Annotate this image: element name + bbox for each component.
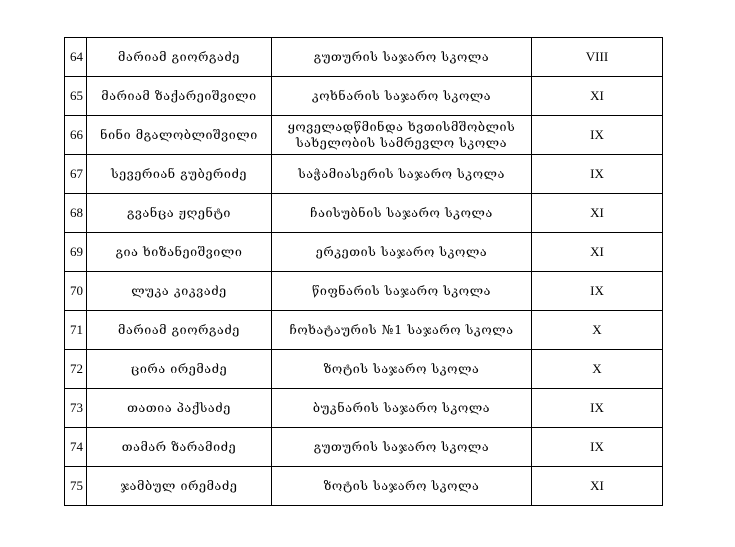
table-row bbox=[65, 155, 663, 194]
student-name: ცირა ირემაძე bbox=[87, 350, 272, 389]
grade-level: XI bbox=[532, 77, 663, 116]
school-name: ჩოხატაურის №1 საჯარო სკოლა bbox=[272, 311, 532, 350]
row-number: 67 bbox=[65, 155, 87, 194]
row-number: 65 bbox=[65, 77, 87, 116]
school-name: ზოტის საჯარო სკოლა bbox=[272, 350, 532, 389]
grade-level: IX bbox=[532, 272, 663, 311]
student-name: თამარ ზარამიძე bbox=[87, 428, 272, 467]
row-number: 73 bbox=[65, 389, 87, 428]
school-name: გუთურის საჯარო სკოლა bbox=[272, 38, 532, 77]
row-number: 71 bbox=[65, 311, 87, 350]
grade-level: X bbox=[532, 350, 663, 389]
school-name: ზოტის საჯარო სკოლა bbox=[272, 467, 532, 506]
school-name: ჩაისუბნის საჯარო სკოლა bbox=[272, 194, 532, 233]
grade-level: XI bbox=[532, 467, 663, 506]
table-row bbox=[65, 233, 663, 272]
row-number: 70 bbox=[65, 272, 87, 311]
student-name: გვანცა ჟღენტი bbox=[87, 194, 272, 233]
student-name: თათია პაქსაძე bbox=[87, 389, 272, 428]
table-row bbox=[65, 311, 663, 350]
grade-level: IX bbox=[532, 389, 663, 428]
grade-level: VIII bbox=[532, 38, 663, 77]
student-name: ლუკა კიკვაძე bbox=[87, 272, 272, 311]
student-name: ნინი მგალობლიშვილი bbox=[87, 116, 272, 155]
student-name: მარიამ ზაქარეიშვილი bbox=[87, 77, 272, 116]
school-name: საჭამიასერის საჯარო სკოლა bbox=[272, 155, 532, 194]
grade-level: X bbox=[532, 311, 663, 350]
table-row bbox=[65, 194, 663, 233]
student-name: მარიამ გიორგაძე bbox=[87, 38, 272, 77]
student-name: გია ხიზანეიშვილი bbox=[87, 233, 272, 272]
row-number: 74 bbox=[65, 428, 87, 467]
grade-level: IX bbox=[532, 116, 663, 155]
student-table bbox=[64, 37, 663, 506]
table-row bbox=[65, 350, 663, 389]
row-number: 66 bbox=[65, 116, 87, 155]
grade-level: IX bbox=[532, 428, 663, 467]
table-row bbox=[65, 38, 663, 77]
table-row bbox=[65, 116, 663, 155]
row-number: 69 bbox=[65, 233, 87, 272]
school-name: ყოველადწმინდა ხვთისმშობლის სახელობის სამრევლო სკოლა bbox=[272, 116, 532, 155]
school-name: კოხნარის საჯარო სკოლა bbox=[272, 77, 532, 116]
table-row bbox=[65, 77, 663, 116]
school-name: ბუკნარის საჯარო სკოლა bbox=[272, 389, 532, 428]
table-row bbox=[65, 389, 663, 428]
school-name: გუთურის საჯარო სკოლა bbox=[272, 428, 532, 467]
table-row bbox=[65, 467, 663, 506]
student-name: სევერიან გუბერიძე bbox=[87, 155, 272, 194]
row-number: 72 bbox=[65, 350, 87, 389]
row-number: 75 bbox=[65, 467, 87, 506]
row-number: 64 bbox=[65, 38, 87, 77]
grade-level: IX bbox=[532, 155, 663, 194]
table-row bbox=[65, 272, 663, 311]
student-name: მარიამ გიორგაძე bbox=[87, 311, 272, 350]
school-name: წიფნარის საჯარო სკოლა bbox=[272, 272, 532, 311]
school-name: ერკეთის საჯარო სკოლა bbox=[272, 233, 532, 272]
grade-level: XI bbox=[532, 233, 663, 272]
student-name: ჯამბულ ირემაძე bbox=[87, 467, 272, 506]
row-number: 68 bbox=[65, 194, 87, 233]
table-row bbox=[65, 428, 663, 467]
grade-level: XI bbox=[532, 194, 663, 233]
